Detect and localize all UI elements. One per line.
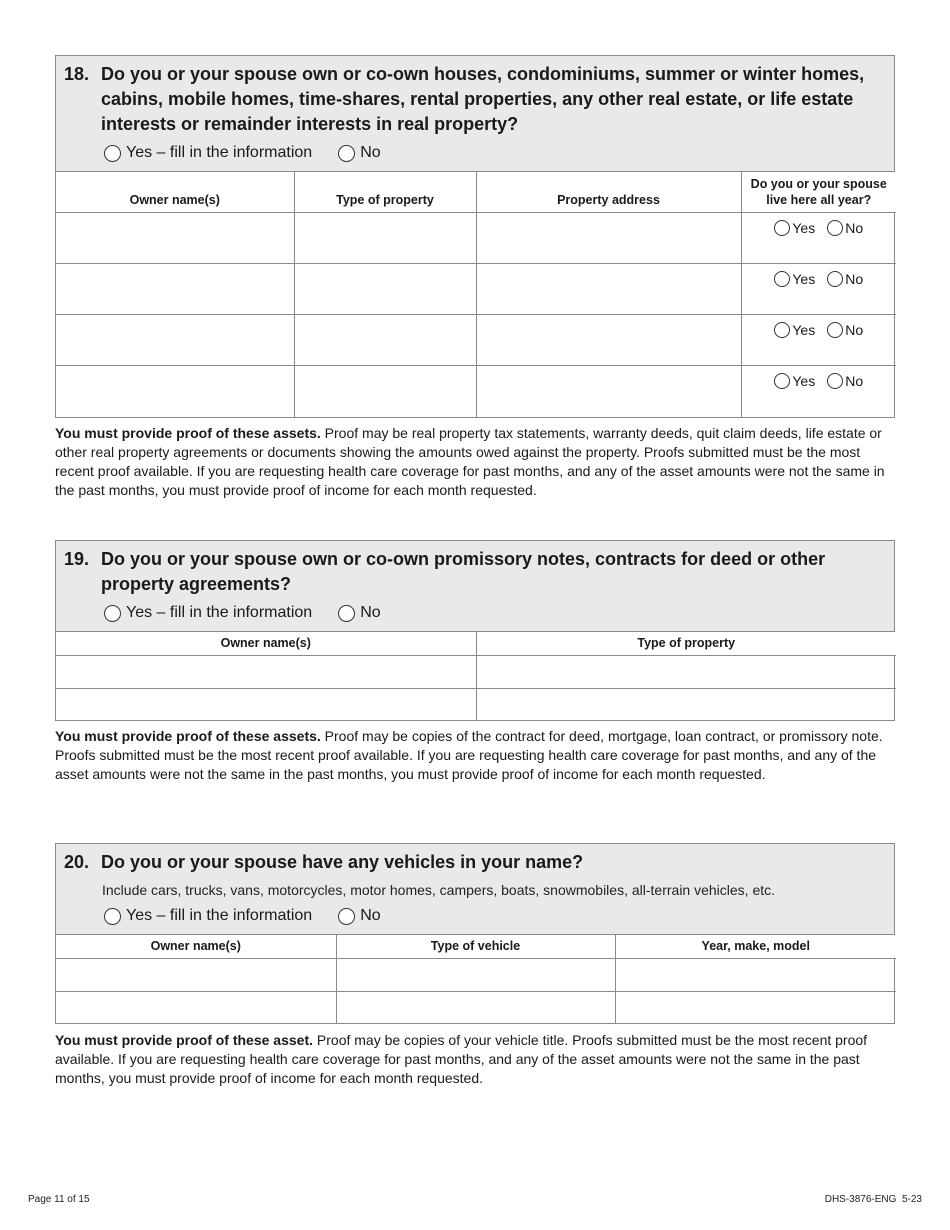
q19-yes-radio[interactable] bbox=[104, 605, 121, 622]
yes-label: Yes bbox=[792, 270, 816, 287]
no-label: No bbox=[845, 372, 864, 389]
q19-no-radio[interactable] bbox=[338, 605, 355, 622]
q20-row1-model-field[interactable] bbox=[615, 958, 896, 991]
question-19-section bbox=[55, 540, 895, 721]
q20-row2-owner-field[interactable] bbox=[56, 991, 336, 1023]
q18-row4-no-radio[interactable] bbox=[827, 373, 843, 389]
q18-yes-label: Yes – fill in the information bbox=[126, 144, 313, 161]
q19-row2-type-field[interactable] bbox=[476, 688, 896, 720]
q18-row1-type-field[interactable] bbox=[294, 212, 476, 263]
question-19-answer bbox=[104, 603, 886, 623]
q18-no-radio[interactable] bbox=[338, 145, 355, 162]
q18-row1-address-field[interactable] bbox=[476, 212, 741, 263]
question-20-text: Do you or your spouse have any vehicles in your name? bbox=[101, 852, 584, 872]
q18-row3-address-field[interactable] bbox=[476, 314, 741, 365]
question-18-text: Do you or your spouse own or co-own houses, condominiums, summer or winter homes, cabins, mobile homes, time-shares, rental properties, any other real estate, or life estate interests or remainder interests in real property? bbox=[101, 64, 865, 134]
no-label: No bbox=[845, 270, 864, 287]
yes-label: Yes bbox=[792, 219, 816, 236]
q19-row2-owner-field[interactable] bbox=[56, 688, 476, 720]
question-20-number: 20. bbox=[64, 852, 90, 872]
q18-row2-yes-radio[interactable] bbox=[774, 271, 790, 287]
question-20-subtext: Include cars, trucks, vans, motorcycles, motor homes, campers, boats, snowmobiles, all-terrain vehicles, etc. bbox=[102, 882, 776, 898]
q19-proof-text: Proof may be copies of the contract for deed, mortgage, loan contract, or promissory note. Proofs submitted must be the most recent proof available. If you are requesting health care coverage for past months, and any of the asset amounts were not the same in the past months, you must provide proof of income for each month requested. bbox=[55, 728, 883, 782]
q18-proof-note bbox=[55, 424, 900, 500]
q20-col-type: Type of vehicle bbox=[336, 935, 615, 958]
table-row bbox=[56, 688, 896, 720]
question-19-number: 19. bbox=[64, 549, 90, 569]
q18-row3-yes-radio[interactable] bbox=[774, 322, 790, 338]
question-18-answer bbox=[104, 143, 886, 163]
table-row bbox=[56, 263, 896, 314]
question-18-section bbox=[55, 55, 895, 418]
q18-col-type: Type of property bbox=[294, 172, 476, 212]
q20-row1-owner-field[interactable] bbox=[56, 958, 336, 991]
q20-no-radio[interactable] bbox=[338, 908, 355, 925]
q20-no-label: No bbox=[360, 907, 381, 924]
q19-agreements-table bbox=[56, 632, 896, 720]
q18-row2-address-field[interactable] bbox=[476, 263, 741, 314]
table-row bbox=[56, 212, 896, 263]
q20-yes-radio[interactable] bbox=[104, 908, 121, 925]
question-18-header bbox=[56, 56, 894, 172]
question-20-answer bbox=[104, 906, 886, 926]
q19-no-label: No bbox=[360, 604, 381, 621]
table-row bbox=[56, 314, 896, 365]
q18-row2-owner-field[interactable] bbox=[56, 263, 294, 314]
q18-row3-no-radio[interactable] bbox=[827, 322, 843, 338]
q18-col-owner: Owner name(s) bbox=[56, 172, 294, 212]
table-row bbox=[56, 655, 896, 688]
table-row bbox=[56, 991, 896, 1023]
q18-row2-no-radio[interactable] bbox=[827, 271, 843, 287]
table-row bbox=[56, 958, 896, 991]
q18-row3-owner-field[interactable] bbox=[56, 314, 294, 365]
yes-label: Yes bbox=[792, 372, 816, 389]
no-label: No bbox=[845, 219, 864, 236]
q19-row1-type-field[interactable] bbox=[476, 655, 896, 688]
page-number: Page 11 of 15 bbox=[28, 1194, 90, 1205]
q20-yes-label: Yes – fill in the information bbox=[126, 907, 313, 924]
question-18-number: 18. bbox=[64, 64, 90, 84]
q18-proof-text: Proof may be real property tax statements, warranty deeds, quit claim deeds, life estate or other real property agreements or documents showing the amounts owed against the property. Proofs submitted must be the most recent proof available. If you are requesting health care coverage for past months, and any of the asset amounts were not the same in the past months, you must provide proof of income for each month requested. bbox=[55, 425, 885, 498]
no-label: No bbox=[845, 321, 864, 338]
q20-row2-type-field[interactable] bbox=[336, 991, 615, 1023]
q19-proof-note bbox=[55, 727, 900, 784]
q18-property-table bbox=[56, 172, 896, 417]
q20-proof-bold: You must provide proof of these asset. bbox=[55, 1032, 314, 1048]
q20-vehicle-table bbox=[56, 935, 896, 1023]
question-20-section bbox=[55, 843, 895, 1024]
q20-col-year-make-model: Year, make, model bbox=[615, 935, 896, 958]
q20-col-owner: Owner name(s) bbox=[56, 935, 336, 958]
q19-proof-bold: You must provide proof of these assets. bbox=[55, 728, 321, 744]
q20-row1-type-field[interactable] bbox=[336, 958, 615, 991]
q18-no-label: No bbox=[360, 144, 381, 161]
q19-yes-label: Yes – fill in the information bbox=[126, 604, 313, 621]
q20-proof-note bbox=[55, 1031, 900, 1088]
yes-label: Yes bbox=[792, 321, 816, 338]
question-19-header bbox=[56, 541, 894, 632]
q19-col-type: Type of property bbox=[476, 632, 896, 655]
table-row bbox=[56, 365, 896, 417]
form-id: DHS-3876-ENG 5-23 bbox=[824, 1194, 922, 1205]
q18-row4-owner-field[interactable] bbox=[56, 365, 294, 417]
q18-proof-bold: You must provide proof of these assets. bbox=[55, 425, 321, 441]
q20-proof-text: Proof may be copies of your vehicle title. Proofs submitted must be the most recent proof available. If you are requesting health care coverage for past months, and any of the asset amounts were not the same in the past months, you must provide proof of income for each month requested. bbox=[55, 1032, 868, 1086]
q18-row3-type-field[interactable] bbox=[294, 314, 476, 365]
q18-row2-type-field[interactable] bbox=[294, 263, 476, 314]
question-19-text: Do you or your spouse own or co-own promissory notes, contracts for deed or other property agreements? bbox=[101, 549, 826, 594]
q18-col-address: Property address bbox=[476, 172, 741, 212]
q18-row1-no-radio[interactable] bbox=[827, 220, 843, 236]
question-20-header bbox=[56, 844, 894, 935]
q18-row4-type-field[interactable] bbox=[294, 365, 476, 417]
q18-row4-address-field[interactable] bbox=[476, 365, 741, 417]
q20-row2-model-field[interactable] bbox=[615, 991, 896, 1023]
q18-col-live-here: Do you or your spouse live here all year? bbox=[741, 172, 896, 212]
q18-row1-owner-field[interactable] bbox=[56, 212, 294, 263]
q19-row1-owner-field[interactable] bbox=[56, 655, 476, 688]
q18-row1-yes-radio[interactable] bbox=[774, 220, 790, 236]
q18-yes-radio[interactable] bbox=[104, 145, 121, 162]
q18-row4-yes-radio[interactable] bbox=[774, 373, 790, 389]
q19-col-owner: Owner name(s) bbox=[56, 632, 476, 655]
